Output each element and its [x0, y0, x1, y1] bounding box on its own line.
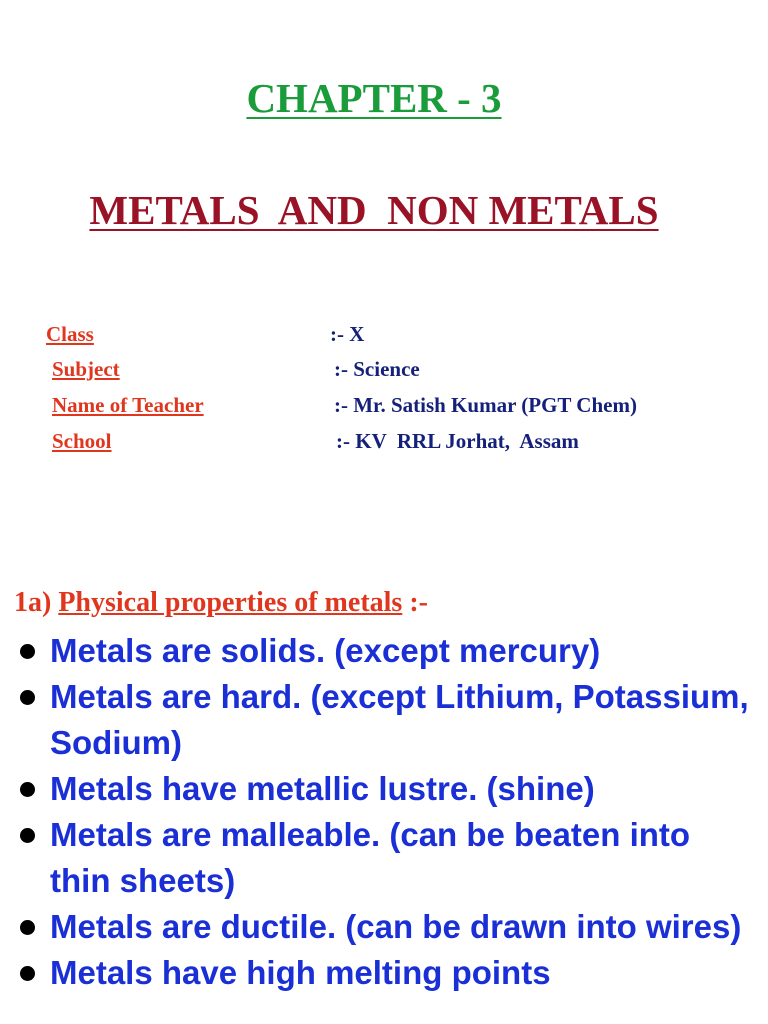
- bullet-dot-icon: [20, 644, 35, 659]
- bullet-dot-icon: [20, 828, 35, 843]
- info-row-class: [0, 322, 768, 350]
- list-item: [18, 766, 758, 812]
- list-item-text: Metals have metallic lustre. (shine): [50, 770, 595, 807]
- chapter-title: CHAPTER - 3: [246, 75, 502, 121]
- list-item: [18, 904, 758, 950]
- section-suffix: :-: [402, 587, 428, 618]
- info-label-subject: Subject: [52, 357, 120, 381]
- section-title: Physical properties of metals: [58, 587, 403, 618]
- info-row-subject: [0, 357, 768, 385]
- info-value-school: :- KV RRL Jorhat, Assam: [336, 429, 579, 453]
- info-row-school: [0, 429, 768, 457]
- topic-title: METALS AND NON METALS: [89, 187, 659, 233]
- bullet-dot-icon: [20, 782, 35, 797]
- list-item: [18, 812, 758, 904]
- list-item-text: Metals are ductile. (can be drawn into wires): [50, 908, 742, 945]
- info-value-class: :- X: [330, 322, 365, 346]
- info-value-subject: :- Science: [334, 357, 420, 381]
- info-label-teacher: Name of Teacher: [52, 393, 204, 417]
- section-heading: [14, 586, 428, 620]
- info-label-school: School: [52, 429, 112, 453]
- list-item: [18, 628, 758, 674]
- list-item-text: Metals are solids. (except mercury): [50, 632, 601, 669]
- list-item-text: Metals are hard. (except Lithium, Potassium, Sodium): [50, 678, 749, 761]
- list-item-text: Metals are malleable. (can be beaten into thin sheets): [50, 816, 691, 899]
- info-value-teacher: :- Mr. Satish Kumar (PGT Chem): [334, 393, 637, 417]
- list-item-text: Metals have high melting points: [50, 954, 551, 991]
- info-row-teacher: [0, 393, 768, 421]
- bullet-dot-icon: [20, 690, 35, 705]
- bullet-dot-icon: [20, 966, 35, 981]
- list-item: [18, 950, 758, 996]
- bullet-dot-icon: [20, 920, 35, 935]
- list-item: [18, 674, 758, 766]
- section-number: 1a): [14, 587, 59, 618]
- property-list: [18, 628, 758, 996]
- info-label-class: Class: [46, 322, 94, 346]
